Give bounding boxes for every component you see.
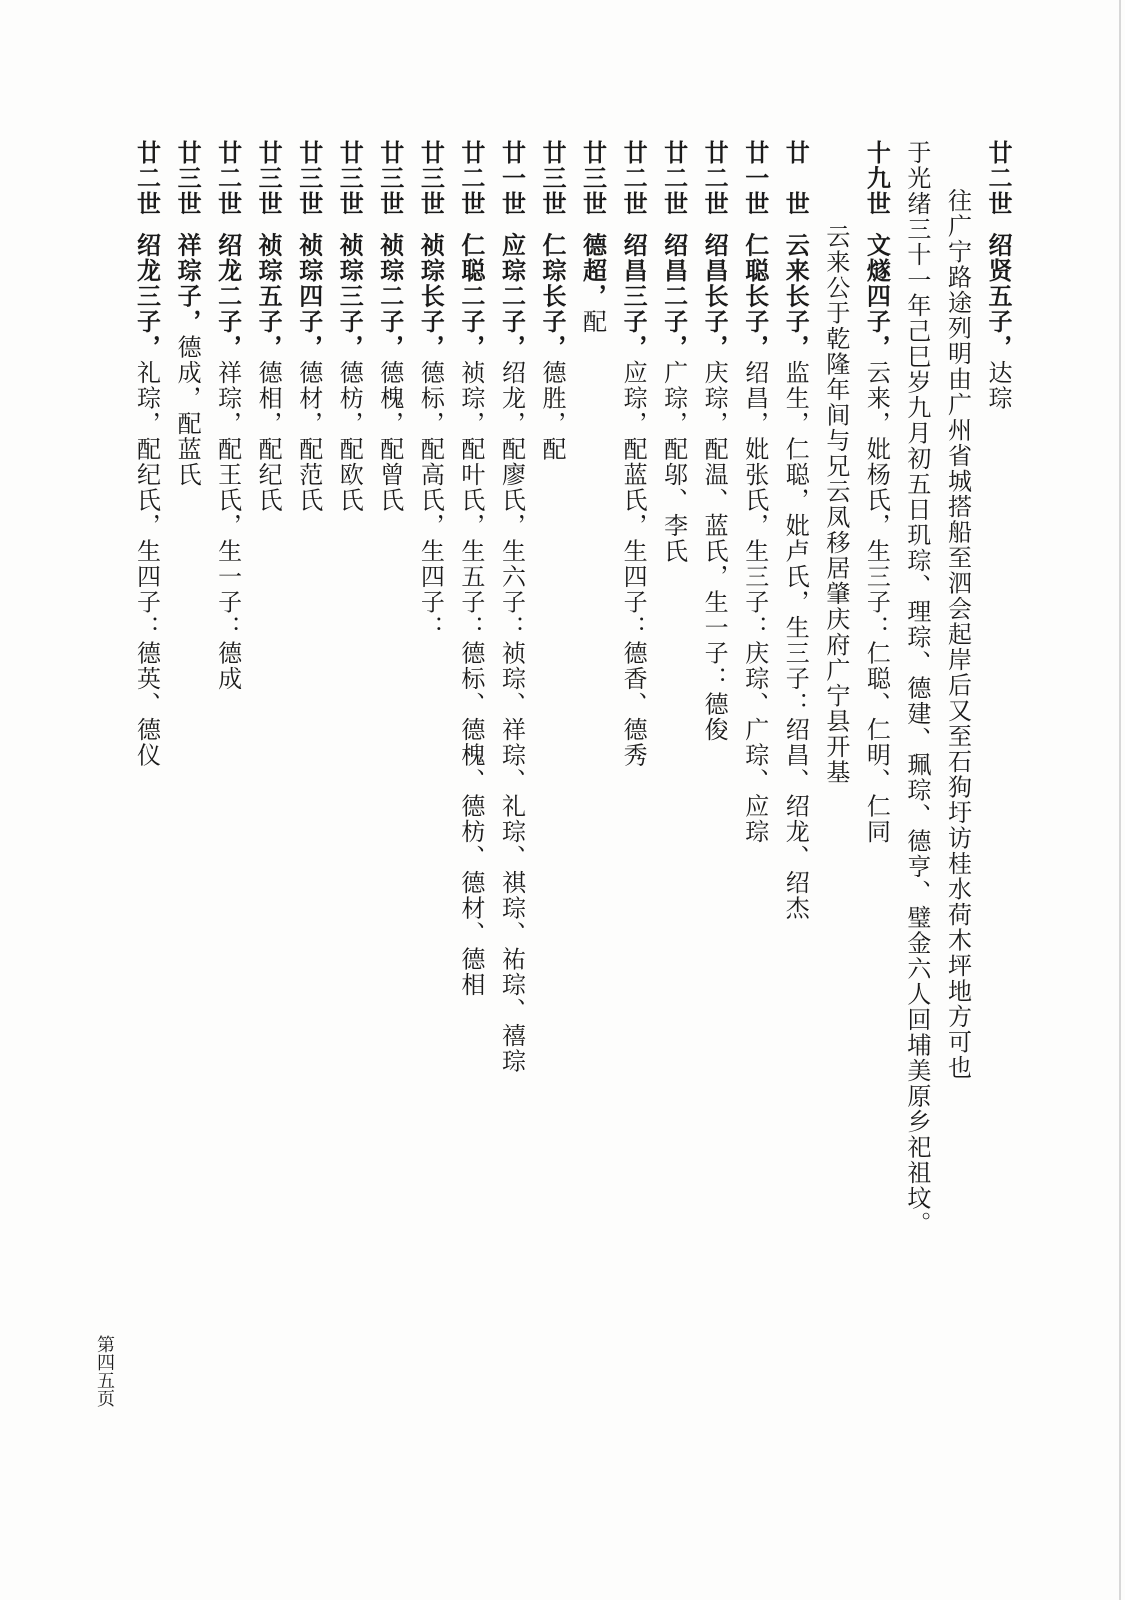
entry-text: 祯琮，配叶氏，生五子：德标、德槐、德枋、德材、德相 <box>456 360 485 998</box>
person-relation: 祯琮四子， <box>294 232 323 360</box>
person-relation: 仁聪二子， <box>456 232 485 360</box>
text-column <box>978 140 1017 1440</box>
person-relation: 祯琮二子， <box>375 232 404 360</box>
note-column <box>816 140 855 1524</box>
entry-text: 云来，妣杨氏，生三子：仁聪、仁明、仁同 <box>862 360 891 845</box>
generation-label: 廿三世 <box>416 140 445 217</box>
entry-text: 德相，配纪氏 <box>254 360 283 513</box>
page-number: 第四五页 <box>94 1335 115 1407</box>
person-relation: 应琮二子， <box>497 232 526 360</box>
text-column <box>532 140 571 1440</box>
entry-text: 德材，配范氏 <box>294 360 323 513</box>
note-text: 于光绪三十一年己巳岁九月初五日玑琮、理琮、德建、珮琮、德亨、璧金六人回埔美原乡祀祖坟。 <box>902 140 931 1237</box>
person-relation: 绍龙三子， <box>132 232 161 360</box>
person-relation: 绍昌长子， <box>700 232 729 360</box>
person-relation: 绍龙二子， <box>213 232 242 360</box>
text-column <box>614 140 653 1440</box>
text-column <box>776 140 815 1440</box>
text-column <box>492 140 531 1440</box>
text-column <box>289 140 328 1440</box>
text-column <box>735 140 774 1440</box>
text-column <box>168 140 207 1440</box>
generation-label: 廿二世 <box>456 140 485 217</box>
person-relation: 云来长子， <box>781 232 810 360</box>
entry-text: 绍龙，配廖氏，生六子：祯琮、祥琮、礼琮、祺琮、祐琮、禧琮 <box>497 360 526 1074</box>
generation-label: 廿一世 <box>497 140 526 217</box>
generation-label: 廿三世 <box>578 140 607 217</box>
note-column <box>897 140 936 1440</box>
text-column <box>573 140 612 1440</box>
scan-edge-line <box>1119 0 1121 1600</box>
entry-text: 德胜，配 <box>537 360 566 462</box>
note-text: 往广宁路途列明由广州省城搭船至泗会起岸后又至石狗圩访桂水荷木坪地方可也 <box>943 188 972 1081</box>
text-column <box>451 140 490 1440</box>
generation-label: 廿三世 <box>173 140 202 217</box>
text-column <box>654 140 693 1440</box>
entry-text: 绍昌，妣张氏，生三子：庆琮、广琮、应琮 <box>740 360 769 845</box>
text-column <box>208 140 247 1440</box>
generation-label: 十九世 <box>862 140 891 217</box>
generation-label: 廿一世 <box>740 140 769 217</box>
generation-label: 廿二世 <box>659 140 688 217</box>
text-column <box>330 140 369 1440</box>
entry-text: 祥琮，配王氏，生一子：德成 <box>213 360 242 692</box>
generation-label: 廿三世 <box>294 140 323 217</box>
entry-text: 配 <box>578 309 607 335</box>
person-relation: 文燧四子， <box>862 232 891 360</box>
person-relation: 仁聪长子， <box>740 232 769 360</box>
person-relation: 德超， <box>578 232 607 309</box>
generation-label: 廿 世 <box>781 140 810 217</box>
entry-text: 庆琮，配温、蓝氏，生一子：德俊 <box>700 360 729 743</box>
person-relation: 绍昌三子， <box>619 232 648 360</box>
genealogy-text-body <box>127 140 1017 1440</box>
generation-label: 廿二世 <box>132 140 161 217</box>
note-column <box>938 140 977 1488</box>
note-text: 云来公于乾隆年间与兄云凤移居肇庆府广宁县开基 <box>821 224 850 785</box>
entry-text: 达琮 <box>984 360 1012 411</box>
text-column <box>249 140 288 1440</box>
person-relation: 绍贤五子， <box>984 232 1012 360</box>
person-relation: 祥琮子， <box>173 232 202 335</box>
generation-label: 廿三世 <box>375 140 404 217</box>
entry-text: 德槐，配曾氏 <box>375 360 404 513</box>
entry-text: 德枋，配欧氏 <box>335 360 364 513</box>
entry-text: 德成，配蓝氏 <box>173 334 202 488</box>
entry-text: 德标，配高氏，生四子： <box>416 360 445 641</box>
text-column <box>411 140 450 1440</box>
person-relation: 绍昌二子， <box>659 232 688 360</box>
person-relation: 仁琮长子， <box>537 232 566 360</box>
generation-label: 廿二世 <box>619 140 648 217</box>
person-relation: 祯琮三子， <box>335 232 364 360</box>
text-column <box>695 140 734 1440</box>
generation-label: 廿二世 <box>700 140 729 217</box>
person-relation: 祯琮五子， <box>254 232 283 360</box>
entry-text: 监生，仁聪，妣卢氏，生三子：绍昌、绍龙、绍杰 <box>781 360 810 921</box>
text-column <box>127 140 166 1440</box>
entry-text: 应琮，配蓝氏，生四子：德香、德秀 <box>619 360 648 768</box>
generation-label: 廿三世 <box>335 140 364 217</box>
generation-label: 廿二世 <box>213 140 242 217</box>
text-column <box>370 140 409 1440</box>
generation-label: 廿三世 <box>537 140 566 217</box>
person-relation: 祯琮长子， <box>416 232 445 360</box>
entry-text: 礼琮，配纪氏，生四子：德英、德仪 <box>132 360 161 768</box>
text-column <box>857 140 896 1440</box>
generation-label: 廿三世 <box>254 140 283 217</box>
entry-text: 广琮，配邬、李氏 <box>659 360 688 564</box>
generation-label: 廿二世 <box>984 140 1012 217</box>
